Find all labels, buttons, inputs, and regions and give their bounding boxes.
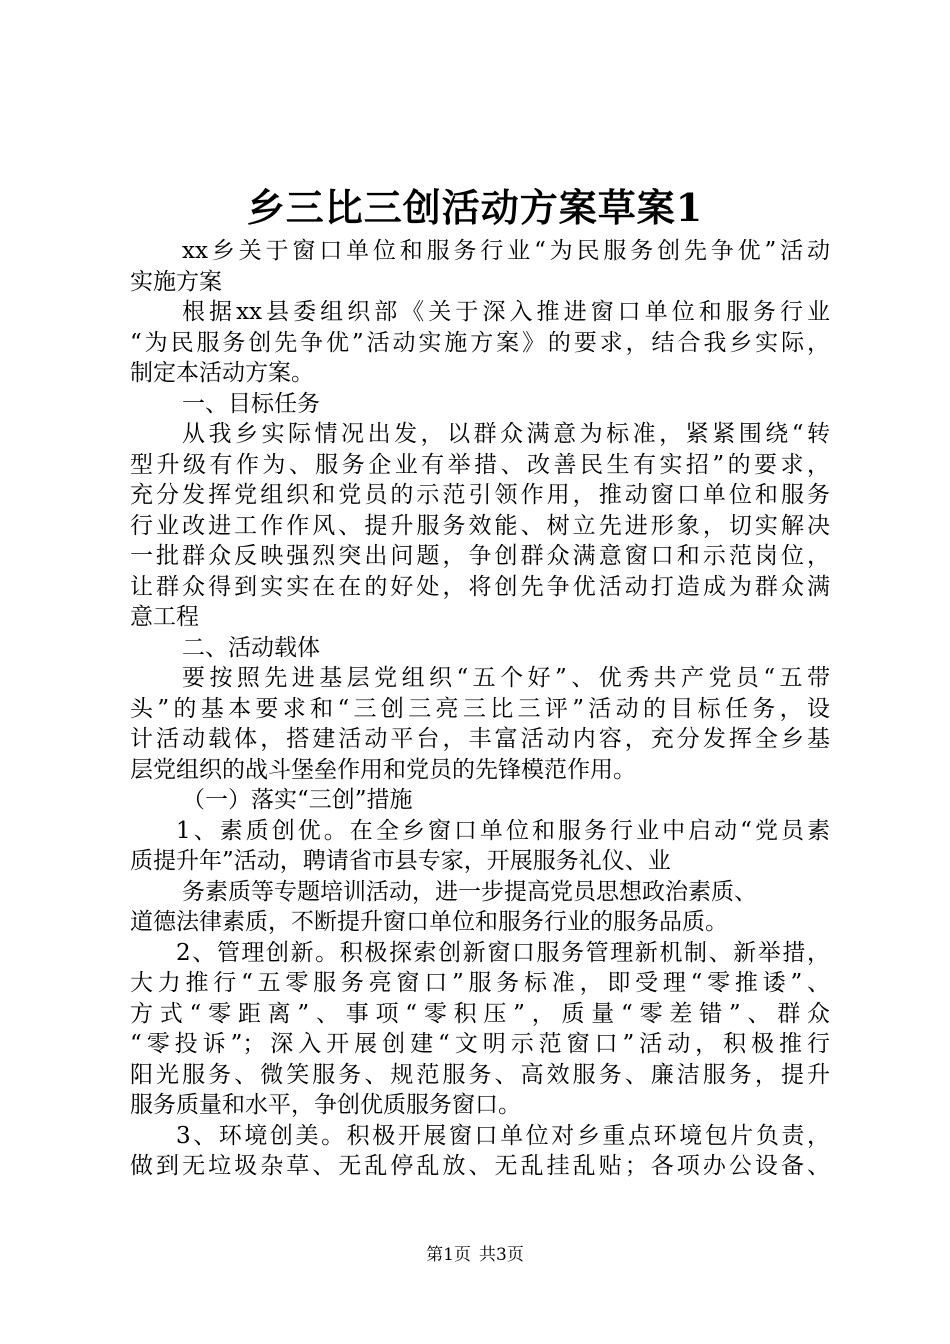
text-line: 一批群众反映强烈突出问题，争创群众满意窗口和示范岗位， xyxy=(130,543,830,569)
text-line: 服务质量和水平，争创优质服务窗口。 xyxy=(130,1092,521,1118)
text-line: 根据xx县委组织部《关于深入推进窗口单位和服务行业 xyxy=(182,299,830,325)
page-total: 共3页 xyxy=(479,1245,524,1265)
text-line: 阳光服务、微笑服务、规范服务、高效服务、廉洁服务，提升 xyxy=(130,1061,830,1088)
text-line: 道德法律素质，不断提升窗口单位和服务行业的服务品质。 xyxy=(130,909,728,935)
text-line: 做到无垃圾杂草、无乱停乱放、无乱挂乱贴；各项办公设备、 xyxy=(130,1153,830,1179)
text-line: 3、环境创美。积极开展窗口单位对乡重点环境包片负责， xyxy=(176,1122,830,1149)
text-line: 型升级有作为、服务企业有举措、改善民生有实招”的要求， xyxy=(130,451,830,478)
page-footer xyxy=(0,1243,950,1267)
text-line: xx乡关于窗口单位和服务行业“为民服务创先争优”活动 xyxy=(182,238,830,264)
text-line: 方式“零距离”、事项“零积压”，质量“零差错”、群众 xyxy=(130,1000,830,1027)
text-line: 制定本活动方案。 xyxy=(130,360,314,386)
page-number: 第1页 xyxy=(426,1245,471,1265)
text-line: 质提升年”活动，聘请省市县专家，开展服务礼仪、业 xyxy=(130,848,671,874)
text-line: 行业改进工作作风、提升服务效能、树立先进形象，切实解决 xyxy=(130,512,830,539)
text-line: 计活动载体，搭建活动平台，丰富活动内容，充分发挥全乡基 xyxy=(130,726,830,752)
text-line: “为民服务创先争优”活动实施方案》的要求，结合我乡实际， xyxy=(130,329,830,356)
text-line: “零投诉”；深入开展创建“文明示范窗口”活动，积极推行 xyxy=(130,1031,830,1057)
section-heading: 二、活动载体 xyxy=(182,634,320,661)
text-line: 1、素质创优。在全乡窗口单位和服务行业中启动“党员素 xyxy=(176,817,830,844)
text-line: 要按照先进基层党组织“五个好”、优秀共产党员“五带 xyxy=(182,665,830,691)
subsection-heading: （一）落实“三创”措施 xyxy=(182,787,413,813)
text-line: 务素质等专题培训活动，进一步提高党员思想政治素质、 xyxy=(182,878,757,905)
document-body xyxy=(130,236,830,1182)
document-title: 乡三比三创活动方案草案1 xyxy=(246,185,704,230)
text-line: 层党组织的战斗堡垒作用和党员的先锋模范作用。 xyxy=(130,756,636,783)
text-line: 大力推行“五零服务亮窗口”服务标准，即受理“零推诿”、 xyxy=(130,970,830,996)
text-line: 充分发挥党组织和党员的示范引领作用，推动窗口单位和服务 xyxy=(130,482,830,508)
text-line: 实施方案 xyxy=(130,268,222,295)
section-heading: 一、目标任务 xyxy=(182,390,320,417)
text-line: 意工程 xyxy=(130,604,199,630)
text-line: 让群众得到实实在在的好处，将创先争优活动打造成为群众满 xyxy=(130,573,830,600)
text-line: 从我乡实际情况出发，以群众满意为标准，紧紧围绕“转 xyxy=(182,421,830,447)
text-line: 2、管理创新。积极探索创新窗口服务管理新机制、新举措， xyxy=(176,939,830,966)
text-line: 头”的基本要求和“三创三亮三比三评”活动的目标任务，设 xyxy=(130,695,830,722)
